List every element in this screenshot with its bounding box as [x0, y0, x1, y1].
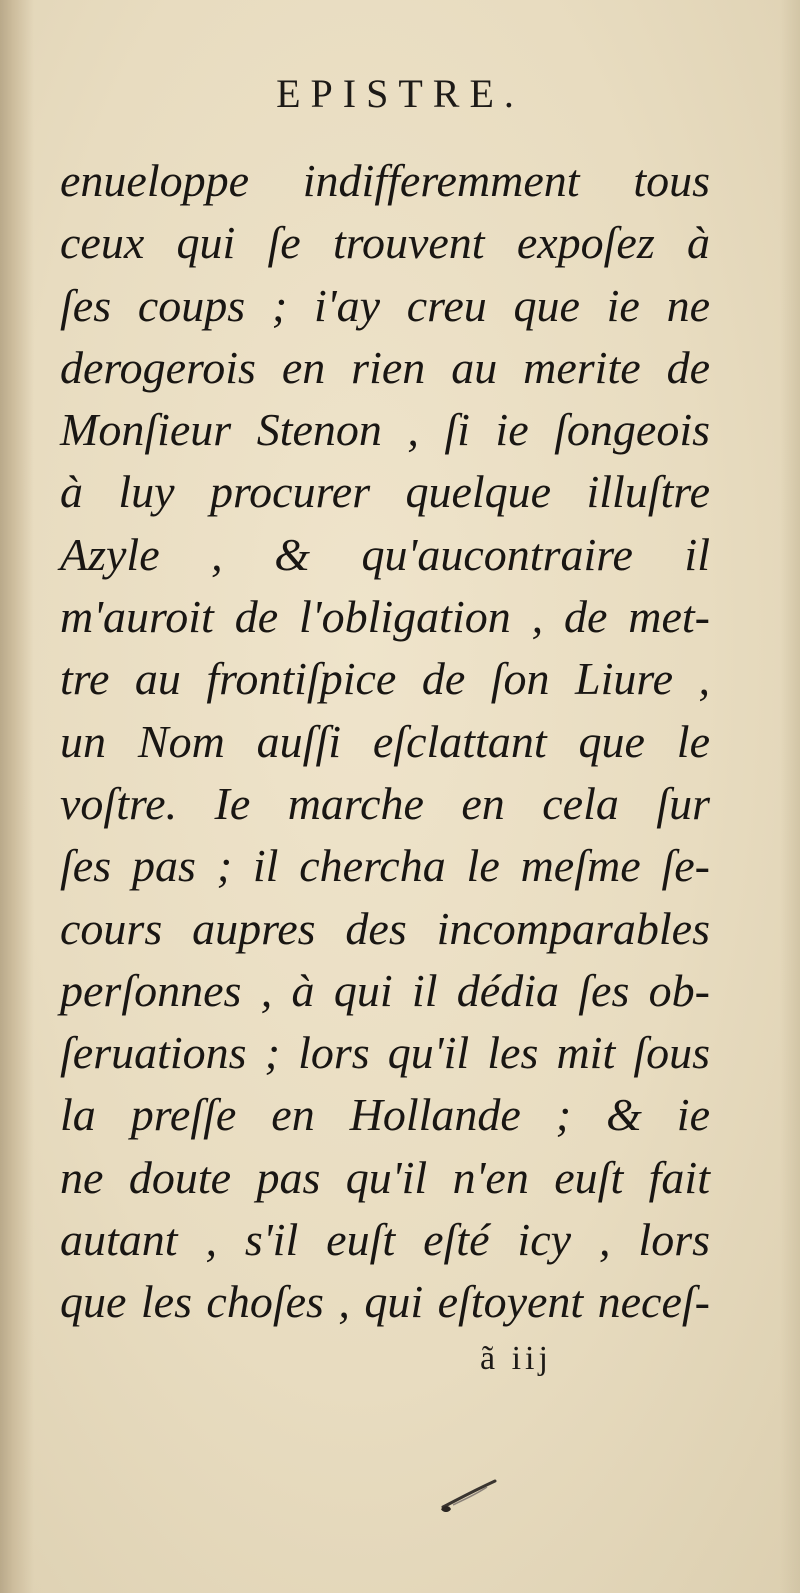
text-line: ſes pas ; il chercha le meſme ſe-	[60, 840, 710, 892]
text-line: à luy procurer quelque illuſtre	[60, 466, 710, 518]
text-line: ſes coups ; i'ay creu que ie ne	[60, 279, 710, 331]
ink-smudge-icon	[435, 1475, 505, 1515]
text-line: m'auroit de l'obligation , de met-	[60, 591, 710, 643]
text-line: ceux qui ſe trouvent expoſez à	[60, 217, 710, 269]
body-text	[60, 150, 710, 1334]
text-line: derogerois en rien au merite de	[60, 341, 710, 393]
text-line: ſeruations ; lors qu'il les mit ſous	[60, 1027, 710, 1079]
text-line: tre au frontiſpice de ſon Liure ,	[60, 653, 710, 705]
text-line: Monſieur Stenon , ſi ie ſongeois	[60, 404, 710, 456]
text-line: perſonnes , à qui il dédia ſes ob-	[60, 964, 710, 1016]
text-line: enueloppe indifferemment tous	[60, 155, 710, 206]
text-line: autant , s'il euſt eſté icy , lors	[60, 1214, 710, 1266]
text-line: Azyle , & qu'aucontraire il	[60, 528, 710, 580]
text-line: ne doute pas qu'il n'en euſt fait	[60, 1151, 710, 1203]
text-line: voſtre. Ie marche en cela ſur	[60, 777, 710, 829]
text-line: un Nom auſſi eſclattant que le	[60, 715, 710, 767]
text-line: cours aupres des incomparables	[60, 902, 710, 954]
text-line: que les choſes , qui eſtoyent neceſ-	[60, 1276, 710, 1328]
signature-mark: ã iij	[480, 1340, 552, 1377]
text-line: la preſſe en Hollande ; & ie	[60, 1089, 710, 1141]
running-head: EPISTRE.	[276, 71, 524, 116]
